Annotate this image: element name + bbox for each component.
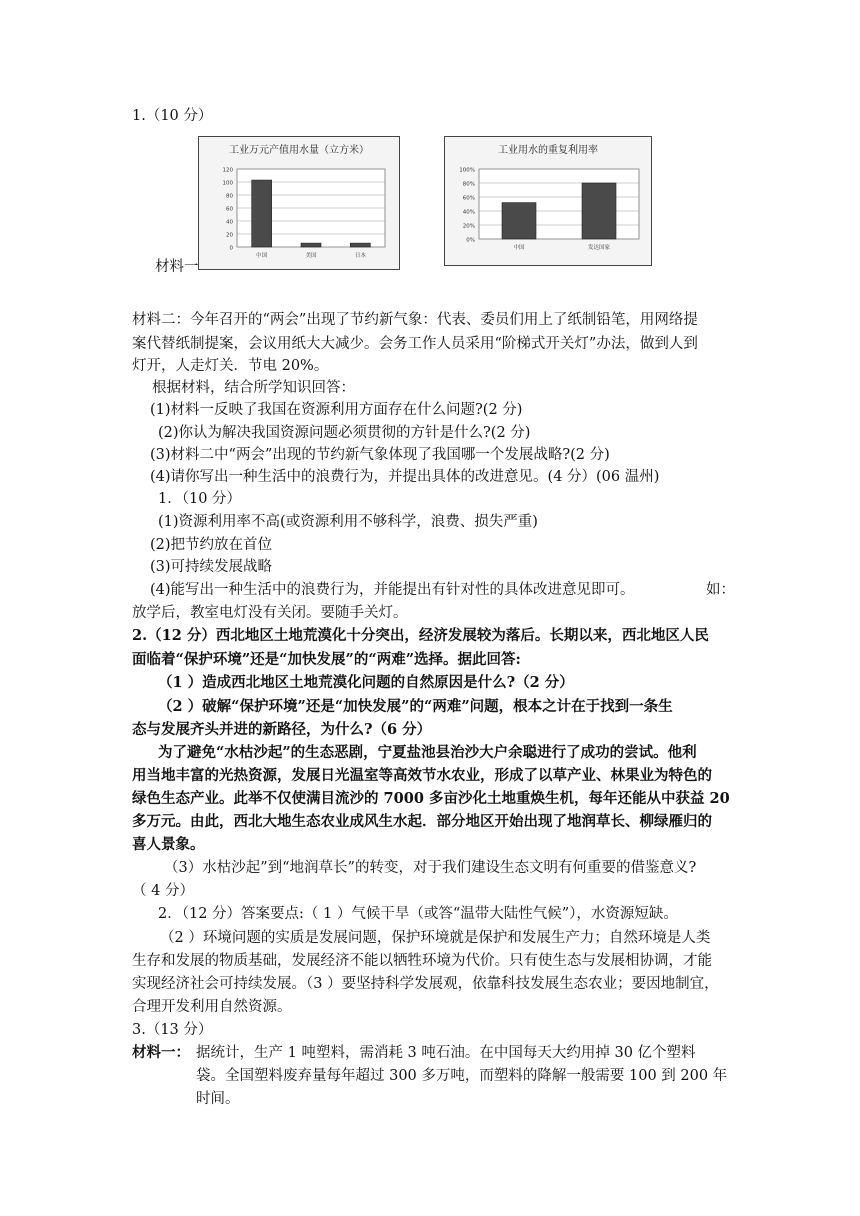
x-tick-label: 中国 <box>513 245 525 251</box>
y-tick-label: 100 <box>222 180 233 187</box>
q2-line: （2 ）破解“保护环境”还是“加快发展”的“两难”问题，根本之计在于找到一条生 <box>158 698 673 715</box>
x-tick-label: 发达国家 <box>587 245 611 251</box>
q2-line: 2.（12 分）西北地区土地荒漠化十分突出，经济发展较为落后。长期以来，西北地区人民 <box>132 627 709 644</box>
chart-water-use <box>198 136 400 270</box>
q1-answer: 如： <box>706 582 735 598</box>
y-tick-label: 40% <box>462 209 475 216</box>
q2-line: 喜人景象。 <box>132 836 205 853</box>
q2-line: （1 ）造成西北地区土地荒漠化问题的自然原因是什么?（2 分） <box>158 674 574 691</box>
q2-answer-line: 实现经济社会可持续发展。（3 ）要坚持科学发展观，依靠科技发展生态农业；要因地制宜， <box>132 976 719 992</box>
q2-line: 态与发展齐头并进的新路径，为什么?（6 分） <box>132 721 432 738</box>
q1-material2-line: 案代替纸制提案，会议用纸大大减少。会务工作人员采用“阶梯式开关灯”办法，做到人到 <box>132 336 698 352</box>
y-tick-label: 20% <box>462 223 475 230</box>
q2-line: 绿色生态产业。此举不仅使满目流沙的 7000 多亩沙化土地重焕生机，每年还能从中获益 20 <box>132 790 730 807</box>
x-tick-label: 美国 <box>305 253 317 259</box>
q1-answer: 放学后，教室电灯没有关闭。要随手关灯。 <box>132 605 408 621</box>
q2-line: 为了避免“水枯沙起”的生态恶剧，宁夏盐池县治沙大户余聪进行了成功的尝试。他利 <box>158 744 697 761</box>
q2-line: 用当地丰富的光热资源，发展日光温室等高效节水农业，形成了以草产业、林果业为特色的 <box>132 767 712 784</box>
q3-material1-line: 时间。 <box>196 1091 240 1107</box>
q1-question: (4)请你写出一种生活中的浪费行为，并提出具体的改进意见。(4 分）(06 温州) <box>150 469 660 485</box>
y-tick-label: 0% <box>466 237 475 244</box>
q1-question: (3)材料二中“两会”出现的节约新气象体现了我国哪一个发展战略?(2 分) <box>150 447 610 463</box>
q3-title: 3.（13 分） <box>132 1022 213 1038</box>
chart-reuse-rate <box>444 136 652 266</box>
bar <box>502 203 536 239</box>
chart-reuse-rate-svg <box>445 137 651 265</box>
chart-title: 工业万元产值用水量（立方米） <box>229 145 369 156</box>
y-tick-label: 60% <box>462 195 475 202</box>
q1-answer: (2)把节约放在首位 <box>150 537 273 553</box>
q1-material2-line: 灯开，人走灯关．节电 20%。 <box>132 358 329 374</box>
q2-answer-line: （2 ）环境问题的实质是发展问题，保护环境就是保护和发展生产力；自然环境是人类 <box>160 930 711 946</box>
y-tick-label: 80 <box>226 193 233 200</box>
y-tick-label: 120 <box>222 167 233 174</box>
bar <box>582 183 616 239</box>
y-tick-label: 0 <box>229 245 233 252</box>
y-tick-label: 60 <box>226 206 233 213</box>
q2-answer-line: 2．（12 分）答案要点:（ 1 ）气候干旱（或答“温带大陆性气候”），水资源短缺。 <box>158 906 678 922</box>
chart-title: 工业用水的重复利用率 <box>498 145 598 156</box>
q1-intro: 根据材料，结合所学知识回答： <box>152 380 355 396</box>
q3-material1-line: 袋。全国塑料废弃量每年超过 300 多万吨，而塑料的降解一般需要 100 到 200 年 <box>196 1068 728 1084</box>
q1-answer: (4)能写出一种生活中的浪费行为，并能提出有针对性的具体改进意见即可。 <box>150 582 635 598</box>
q2-answer-line: 合理开发利用自然资源。 <box>132 999 292 1015</box>
x-tick-label: 日本 <box>354 253 366 259</box>
q2-line: （3）水枯沙起”到“地润草长”的转变，对于我们建设生态文明有何重要的借鉴意义? <box>164 860 697 876</box>
q2-line: 多万元。由此，西北大地生态农业成风生水起．部分地区开始出现了地润草长、柳绿雁归的 <box>132 813 712 830</box>
q1-material2-line: 材料二：今年召开的“两会”出现了节约新气象：代表、委员们用上了纸制铅笔，用网络提 <box>132 312 698 328</box>
q1-answer-title: 1．（10 分） <box>158 491 242 507</box>
x-tick-label: 中国 <box>256 253 268 259</box>
q1-answer: (1)资源利用率不高(或资源利用不够科学，浪费、损失严重) <box>158 514 538 530</box>
q1-question: (2)你认为解决我国资源问题必须贯彻的方针是什么?(2 分) <box>158 425 531 441</box>
q1-material1-label: 材料一 <box>155 259 199 275</box>
q2-answer-line: 生存和发展的物质基础，发展经济不能以牺牲环境为代价。只有使生态与发展相协调，才能 <box>132 953 712 969</box>
bar <box>301 243 321 247</box>
bar <box>350 243 370 247</box>
y-tick-label: 20 <box>226 232 233 239</box>
q1-question: (1)材料一反映了我国在资源利用方面存在什么问题?(2 分) <box>150 402 523 418</box>
q1-answer: (3)可持续发展战略 <box>150 559 273 575</box>
bar <box>252 180 272 247</box>
q3-material1-line: 据统计，生产 1 吨塑料，需消耗 3 吨石油。在中国每天大约用掉 30 亿个塑料 <box>196 1045 696 1061</box>
q1-title: 1.（10 分） <box>132 108 213 124</box>
q2-line: 面临着“保护环境”还是“加快发展”的“两难”选择。据此回答: <box>132 651 521 668</box>
chart-water-use-svg <box>199 137 399 269</box>
q3-material1-label: 材料一： <box>132 1044 190 1061</box>
y-tick-label: 80% <box>462 181 475 188</box>
q2-line: （ 4 分） <box>132 883 194 899</box>
y-tick-label: 100% <box>459 167 475 174</box>
y-tick-label: 40 <box>226 219 233 226</box>
